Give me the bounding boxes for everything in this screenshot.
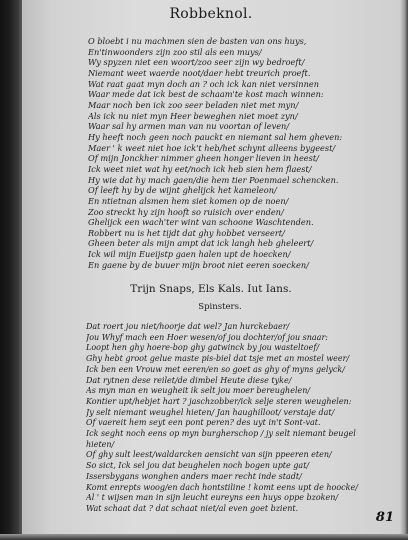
verse-line: Maer ' k weet niet hoe ick't heb/het schynt alleens bygeest/: [88, 142, 336, 153]
verse-line: hieten/: [86, 439, 115, 449]
verse-line: Ick weet niet wat hy eet/noch ick heb sien hem flaest/: [88, 163, 312, 174]
verse-block-1: [88, 36, 400, 270]
verse-line: Al ' t wijsen man in sijn leucht eureyns een huys oppe bzoken/: [86, 493, 339, 503]
verse-line: En gaene by de buuer mijn broot niet eeren soecken/: [88, 259, 309, 270]
verse-line: Zoo streckt hy zijn hooft so ruisich over enden/: [88, 206, 284, 217]
verse-line: So sict, Ick sel jou dat beughelen noch bogen upte gat/: [86, 461, 310, 471]
page-bottom-edge: [0, 534, 408, 540]
book-spine: [0, 0, 24, 540]
verse-line: Komt enrepts woog/en dach hontstiline ! komt eens upt de hoocke/: [86, 482, 358, 492]
verse-line: Jy selt niemant weughel hieten/ Jan haughilloot/ verstaje dat/: [86, 407, 335, 417]
verse-line: Ick ben een Vrouw met eeren/en so goet as ghy of myns gelyck/: [86, 364, 345, 374]
verse-line: Loopt hen ghy hoere-bop ghy gatwinck by jou wasteltoef/: [86, 343, 320, 353]
verse-line: O bloebt i nu machmen sien de basten van ons huys,: [88, 36, 307, 46]
verse-line: Niemant weet waerde noot/daer hebt treurich proeft.: [88, 67, 311, 78]
verse-line: Als ick nu niet myn Heer beweghen niet moet zyn/: [88, 110, 298, 121]
verse-line: Wy spyzen niet een woort/zoo seer zijn wy bedroeft/: [88, 57, 305, 68]
speaker-role: Spinsters.: [198, 302, 242, 312]
verse-line: Hy heeft noch geen noch pauckt en niemant sal hem gheven:: [88, 131, 343, 142]
verse-line: Gheen beter als mijn ampt dat ick langh heb gheleert/: [88, 238, 314, 249]
verse-line: Jou Whyf mach een Hoer wesen/of jou dochter/of jou snaar:: [86, 332, 328, 342]
verse-line: Robbert nu is het tijdt dat ghy hobbet verseert/: [88, 227, 285, 238]
speaker-names: Trijn Snaps, Els Kals. Iut Ians.: [130, 283, 292, 295]
verse-block-2: [86, 322, 400, 515]
verse-line: Ghelijck een wach'ter wint van schoone Waschtenden.: [88, 217, 314, 228]
book-page: [22, 0, 400, 536]
page-right-edge: [400, 0, 408, 540]
verse-line: Waar mede dat ick best de schaam'te kost mach winnen:: [88, 89, 324, 100]
verse-line: Ick seght noch eens op myn burgherschop / jy selt niemant beugel: [86, 429, 356, 439]
verse-line: As myn man en weugheit ik selt jou moer bereughelen/: [86, 386, 311, 396]
verse-line: Kontier upt/hebjet hart ? jaschzobber/ick selje steren weughelen:: [86, 396, 352, 406]
verse-line: Of vaereit hem seyt een pont peren? des uyt in't Sont-vat.: [86, 418, 321, 428]
verse-line: Of mijn Jonckher nimmer gheen honger lieven in heest/: [88, 153, 319, 164]
verse-line: Of ghy sult leest/waldarcken aensicht van sijn ppeeren eten/: [86, 450, 332, 460]
verse-line: En'tinwoonders zijn zoo stil als een muys/: [88, 46, 262, 57]
verse-line: Issersbygans wonghen anders maer recht inde stadt/: [86, 471, 302, 481]
verse-line: Of leeft hy by de wijnt ghelijck het kameleon/: [88, 185, 277, 196]
verse-line: Dat rytnen dese reilet/de dimbel Heute diese tyke/: [86, 375, 292, 385]
verse-line: En ntietnan alsmen hem siet komen op de noen/: [88, 195, 289, 206]
verse-line: Ghy hebt groot gelue maste pis-biel dat tsje met an mostel weer/: [86, 354, 350, 364]
verse-line: Wat schaat dat ? dat schaat niet/al even goet bzient.: [86, 503, 299, 513]
verse-line: Wat raat gaat myn doch an ? och ick kan niet versinnen: [88, 78, 319, 89]
verse-line: Hy wie dat hy mach gaen/die hem tier Poenmael schencken.: [88, 174, 339, 185]
verse-line: Waar sal hy armen man van nu voortan of leven/: [88, 121, 290, 132]
verse-line: Ick wil mijn Eueijstp gaen halen upt de hoecken/: [88, 249, 291, 260]
page-title: Robbeknol.: [169, 6, 253, 22]
page-number: 81: [375, 510, 394, 525]
verse-line: Dat roert jou niet/hoorje dat wel? Jan hurckebaer/: [86, 322, 290, 331]
verse-line: Maar noch ben ick zoo seer beladen niet met myn/: [88, 99, 299, 110]
